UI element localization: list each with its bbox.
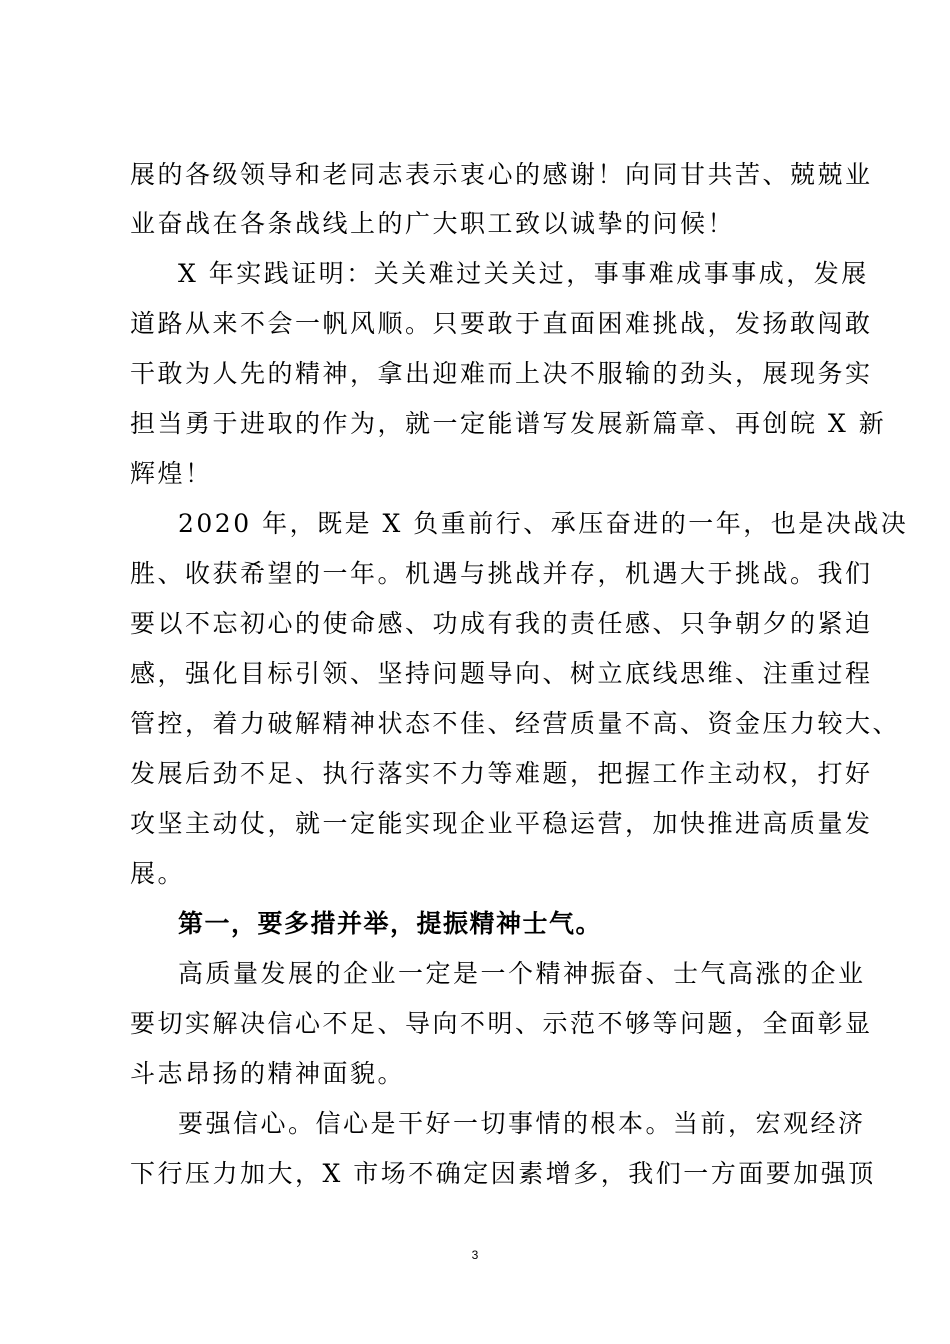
text-line: 管控，着力破解精神状态不佳、经营质量不高、资金压力较大、 bbox=[130, 709, 901, 738]
text-line: 下行压力加大，X 市场不确定因素增多，我们一方面要加强顶 bbox=[130, 1159, 876, 1188]
text-line: 辉煌！ bbox=[130, 459, 213, 488]
text-line: 业奋战在各条战线上的广大职工致以诚挚的问候！ bbox=[130, 209, 736, 238]
text-line: 干敢为人先的精神，拿出迎难而上决不服输的劲头，展现务实 bbox=[130, 359, 873, 388]
text-line: 感，强化目标引领、坚持问题导向、树立底线思维、注重过程 bbox=[130, 659, 873, 688]
text-line: 要切实解决信心不足、导向不明、示范不够等问题，全面彰显 bbox=[130, 1009, 873, 1038]
text-line: 胜、收获希望的一年。机遇与挑战并存，机遇大于挑战。我们 bbox=[130, 559, 873, 588]
text-line: 攻坚主动仗，就一定能实现企业平稳运营，加快推进高质量发 bbox=[130, 809, 873, 838]
text-line: 担当勇于进取的作为，就一定能谱写发展新篇章、再创皖 X 新 bbox=[130, 409, 887, 438]
section-heading: 第一，要多措并举，提振精神士气。 bbox=[178, 909, 603, 938]
text-line: 发展后劲不足、执行落实不力等难题，把握工作主动权，打好 bbox=[130, 759, 873, 788]
text-line: 要以不忘初心的使命感、功成有我的责任感、只争朝夕的紧迫 bbox=[130, 609, 873, 638]
page-number: 3 bbox=[471, 1248, 479, 1262]
text-line: 展。 bbox=[130, 859, 186, 888]
text-line: 2020 年，既是 X 负重前行、承压奋进的一年，也是决战决 bbox=[178, 509, 909, 538]
text-line: 道路从来不会一帆风顺。只要敢于直面困难挑战，发扬敢闯敢 bbox=[130, 309, 873, 338]
text-line: 展的各级领导和老同志表示衷心的感谢！向同甘共苦、兢兢业 bbox=[130, 160, 873, 189]
text-line: 要强信心。信心是干好一切事情的根本。当前，宏观经济 bbox=[178, 1109, 866, 1138]
text-line: X 年实践证明：关关难过关关过，事事难成事事成，发展 bbox=[178, 259, 869, 288]
text-line: 斗志昂扬的精神面貌。 bbox=[130, 1059, 406, 1088]
text-line: 高质量发展的企业一定是一个精神振奋、士气高涨的企业 bbox=[178, 959, 866, 988]
